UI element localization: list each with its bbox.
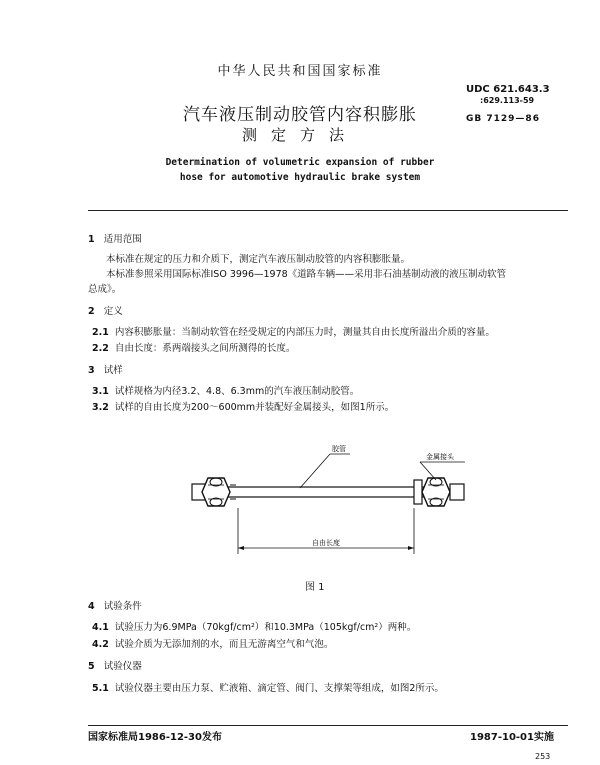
section-4-title: 试验条件 <box>103 601 142 612</box>
clause-2-2-text: 自由长度：系两端接头之间所测得的长度。 <box>114 343 296 354</box>
issued-date: 国家标准局1986-12-30发布 <box>88 732 222 743</box>
standard-org-heading: 中华人民共和国国家标准 <box>217 64 383 79</box>
left-fitting <box>192 478 236 506</box>
clause-2-1-number: 2.1 <box>92 327 109 338</box>
clause-4-1-text: 试验压力为6.9MPa（70kgf/cm²）和10.3MPa（105kgf/cm²）两种。 <box>114 622 417 633</box>
clause-2-1-text: 内容积膨胀量：当制动软管在经受规定的内部压力时，测量其自由长度所溢出介质的容量。 <box>114 327 495 338</box>
right-fitting <box>414 478 464 506</box>
figure-1-hose-diagram <box>180 436 480 568</box>
section-3-title: 试样 <box>103 365 123 376</box>
figure-1-caption: 图 1 <box>305 582 325 593</box>
page-number: 253 <box>535 752 551 761</box>
clause-5-1 <box>92 682 444 695</box>
bottom-divider <box>88 725 568 726</box>
section-2-heading <box>88 305 123 318</box>
title-en-line-2: hose for automotive hydraulic brake system <box>179 172 421 183</box>
section-3-number: 3 <box>88 365 95 376</box>
fitting-label: 金属接头 <box>426 453 454 461</box>
clause-4-2 <box>92 638 333 651</box>
top-divider <box>88 210 568 211</box>
clause-4-2-text: 试验介质为无添加剂的水，而且无游离空气和气泡。 <box>114 639 334 650</box>
clause-2-1 <box>92 326 495 339</box>
section-1-number: 1 <box>88 234 95 245</box>
hose-label: 胶管 <box>332 445 346 453</box>
clause-4-2-number: 4.2 <box>92 639 109 650</box>
hose-body <box>220 487 430 497</box>
clause-5-1-text: 试验仪器主要由压力泵、贮液箱、滴定管、阀门、支撑架等组成，如图2所示。 <box>114 683 444 694</box>
clause-3-2-text: 试样的自由长度为200～600mm并装配好金属接头，如图1所示。 <box>114 402 395 413</box>
hose-leader-line <box>300 454 330 488</box>
free-length-label: 自由长度 <box>312 539 340 547</box>
section-4-number: 4 <box>88 601 95 612</box>
clause-4-1-number: 4.1 <box>92 622 109 633</box>
section-4-heading <box>88 600 142 613</box>
section-1-title: 适用范围 <box>103 234 142 245</box>
section-1-heading <box>88 233 142 246</box>
section-5-title: 试验仪器 <box>103 661 142 672</box>
clause-3-2 <box>92 401 394 414</box>
udc-line-2: :629.113-59 <box>480 96 535 105</box>
clause-2-2 <box>92 342 295 355</box>
title-en-line-1: Determination of volumetric expansion of rubber <box>165 157 435 168</box>
clause-3-2-number: 3.2 <box>92 402 109 413</box>
clause-2-2-number: 2.2 <box>92 343 109 354</box>
clause-4-1 <box>92 621 416 634</box>
gb-number: GB 7129—86 <box>466 114 540 124</box>
clause-3-1-number: 3.1 <box>92 386 109 397</box>
effective-date: 1987-10-01实施 <box>470 732 554 743</box>
section-2-number: 2 <box>88 306 95 317</box>
section-3-heading <box>88 364 123 377</box>
section-1-para-2b: 总成》。 <box>88 284 122 295</box>
udc-line-1: UDC 621.643.3 <box>466 84 550 95</box>
section-1-para-1: 本标准在规定的压力和介质下，测定汽车液压制动胶管的内容积膨胀量。 <box>106 254 411 265</box>
clause-3-1 <box>92 385 359 398</box>
section-5-number: 5 <box>88 661 95 672</box>
section-2-title: 定义 <box>103 306 123 317</box>
title-cn-line-2: 测定方法 <box>241 126 358 144</box>
fitting-leader-line <box>420 462 436 480</box>
title-cn-line-1: 汽车液压制动胶管内容积膨胀 <box>183 105 417 125</box>
section-1-para-2a: 本标准参照采用国际标准ISO 3996—1978《道路车辆——采用非石油基制动液的液压制动软管 <box>106 269 507 280</box>
clause-3-1-text: 试样规格为内径3.2、4.8、6.3mm的汽车液压制动胶管。 <box>114 386 360 397</box>
section-5-heading <box>88 660 142 673</box>
clause-5-1-number: 5.1 <box>92 683 109 694</box>
